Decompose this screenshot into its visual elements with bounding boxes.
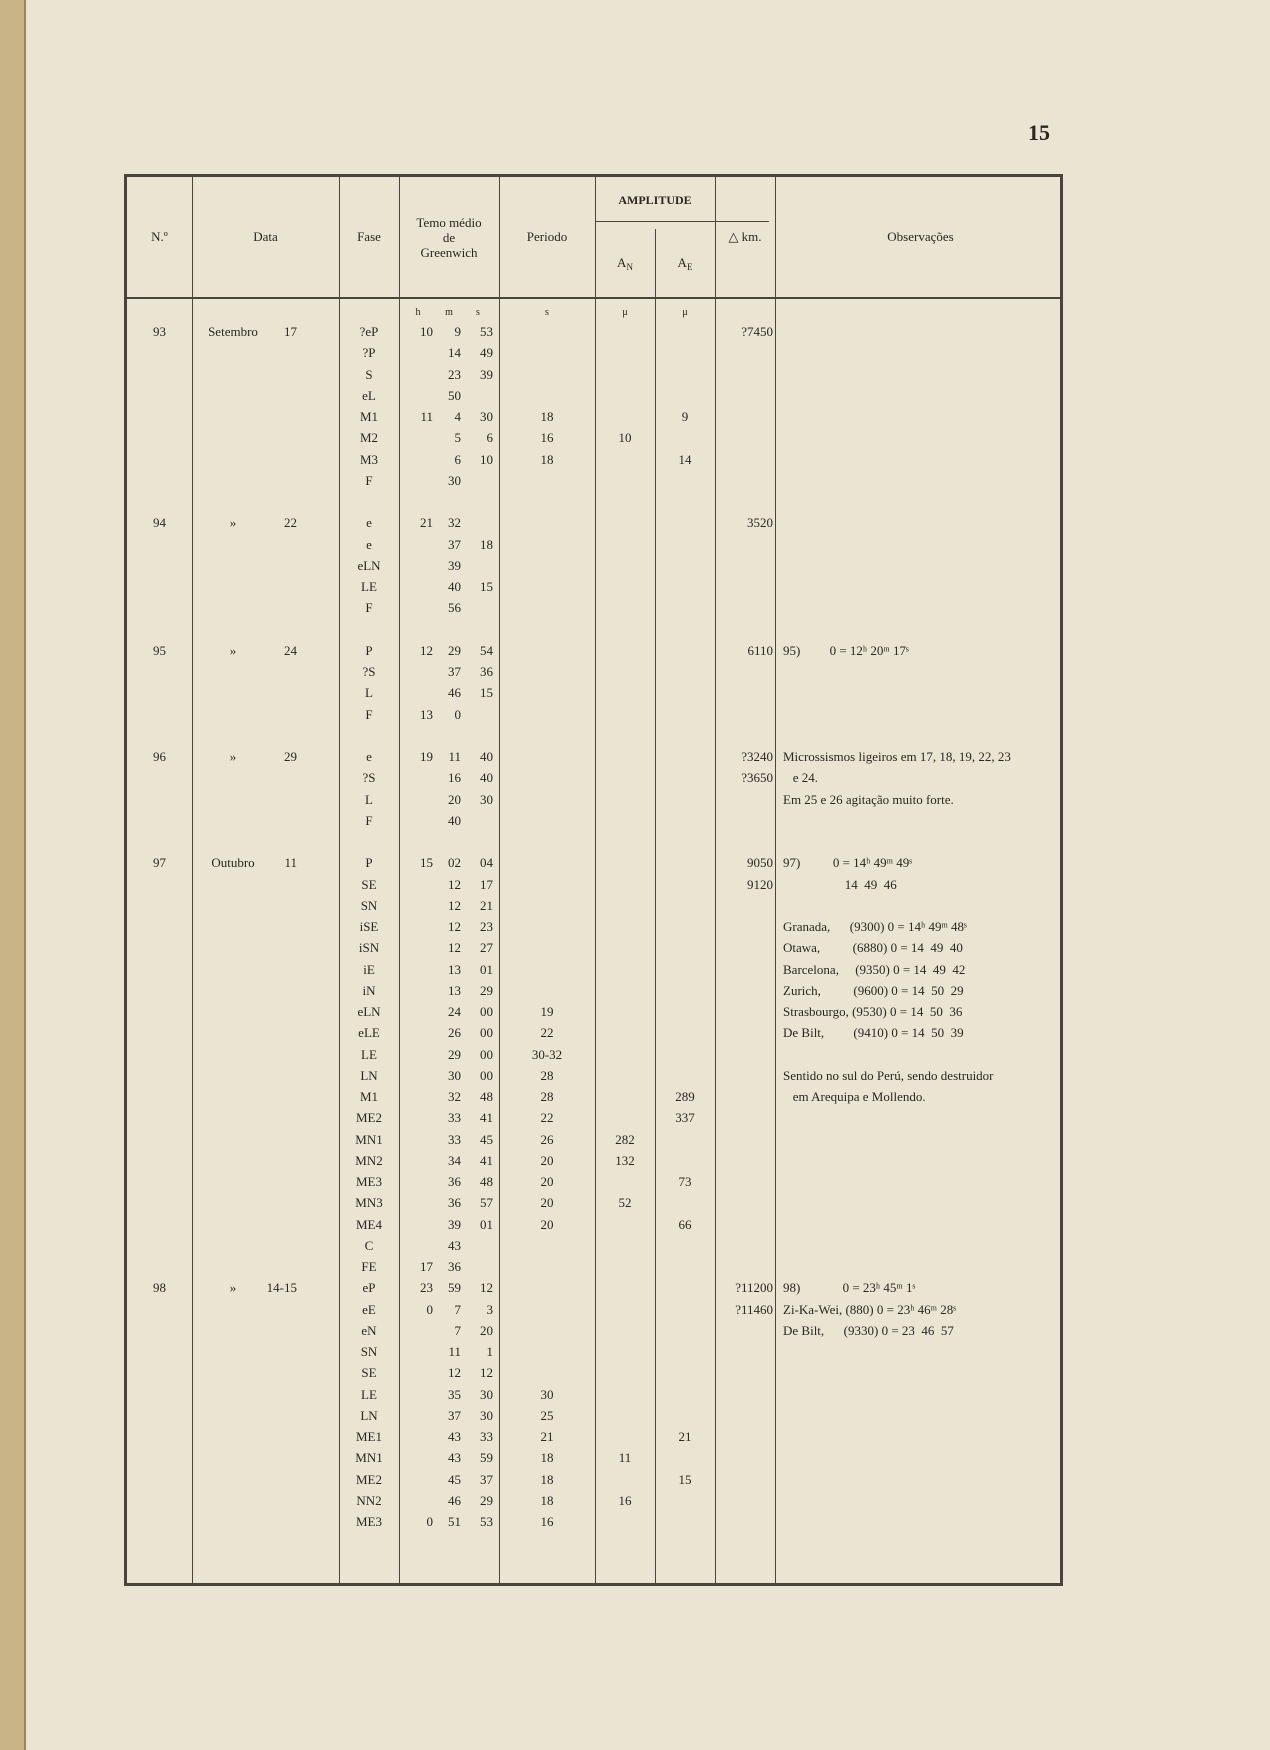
cell-m: 29 [448,642,461,658]
cell-p: 20 [540,1152,554,1168]
cell-m: 11 [448,749,461,764]
cell-ae: 15 [678,1471,692,1487]
cell-mes: » [229,749,237,764]
cell-f: MN1 [355,1131,383,1147]
cell-m: 12 [448,1365,461,1381]
cell-f: eL [362,387,376,403]
header-distance: △ km. [728,229,762,244]
cell-f: e [366,515,372,531]
cell-m: 39 [448,1216,461,1232]
cell-mes: » [229,515,237,531]
cell-m: 7 [454,1301,461,1317]
cell-p: 28 [540,1089,554,1104]
header-an: $A_N$ [617,255,633,272]
cell-h: 13 [420,706,433,722]
cell-f: SN [360,1344,378,1359]
cell-d: ?7450 [741,324,773,339]
observation-line: 98) 0 = 23ʰ 45ᵐ 1ˢ [783,1280,916,1296]
cell-mes: Setembro [208,324,258,339]
header-tempo: Temo médio de Greenwich [416,215,482,260]
cell-ae: 337 [675,1110,695,1126]
observation-line: Barcelona, (9350) 0 = 14 49 42 [783,961,966,977]
cell-m: 32 [448,515,461,531]
cell-s: 12 [480,1365,493,1381]
cell-ae: 289 [675,1089,695,1104]
cell-f: LN [360,1407,378,1423]
cell-dia: 17 [284,324,297,339]
cell-m: 23 [448,366,461,382]
cell-f: e [366,749,372,764]
unit-s: s [476,307,480,318]
cell-m: 51 [448,1514,461,1529]
seismic-table [124,174,1063,1586]
cell-m: 50 [448,387,461,403]
cell-s: 53 [480,324,493,339]
cell-f: eLE [358,1025,380,1041]
header-amplitude: AMPLITUDE [618,193,692,207]
cell-d: 3520 [747,515,773,531]
cell-f: SN [360,897,378,913]
cell-h: 10 [420,324,433,339]
cell-s: 00 [480,1046,493,1062]
cell-m: 56 [448,600,461,616]
unit-an: μ [622,307,628,318]
observation-line: Otawa, (6880) 0 = 14 49 40 [783,940,963,956]
cell-f: eLN [357,1004,381,1019]
cell-m: 6 [454,451,461,467]
cell-dia: 14-15 [266,1280,297,1296]
cell-s: 37 [480,1471,493,1487]
cell-n: 98 [153,1280,166,1296]
cell-s: 29 [480,1492,493,1508]
header-data: Data [253,229,278,244]
cell-f: SE [361,1365,377,1381]
cell-p: 18 [540,451,554,467]
cell-s: 1 [486,1344,493,1359]
cell-an: 11 [618,1450,632,1466]
cell-f: M2 [359,430,379,446]
cell-d: ?11460 [735,1301,773,1317]
cell-n: 97 [153,855,166,871]
cell-p: 19 [540,1004,554,1019]
cell-d: ?11200 [735,1280,773,1296]
cell-s: 45 [480,1131,493,1147]
cell-m: 02 [448,855,461,871]
cell-m: 9 [454,324,461,339]
cell-f: ?S [362,664,376,679]
cell-s: 3 [486,1301,493,1317]
cell-f: M3 [359,451,379,467]
observation-line: 97) 0 = 14ʰ 49ᵐ 49ˢ [783,855,912,871]
cell-d: ?3650 [741,770,773,786]
cell-s: 21 [480,897,493,913]
cell-s: 33 [480,1429,493,1444]
cell-m: 43 [448,1237,461,1253]
cell-dia: 29 [284,749,297,764]
cell-f: iE [363,961,375,977]
cell-s: 20 [480,1322,493,1338]
cell-f: SE [361,876,377,892]
cell-f: P [365,855,373,871]
cell-m: 46 [448,1492,461,1508]
cell-f: FE [361,1259,377,1274]
cell-mes: » [229,1280,237,1296]
header-fase: Fase [357,229,381,244]
cell-m: 11 [448,1344,461,1359]
cell-m: 26 [448,1025,461,1041]
cell-s: 10 [480,451,493,467]
cell-m: 40 [448,579,461,594]
cell-s: 57 [480,1195,493,1211]
cell-s: 48 [480,1089,493,1104]
cell-s: 29 [480,982,493,998]
cell-an: 16 [618,1492,632,1508]
cell-h: 12 [420,642,433,658]
cell-m: 16 [448,770,461,786]
cell-f: ME2 [356,1110,382,1126]
cell-p: 25 [540,1407,554,1423]
cell-f: ?P [362,345,376,361]
cell-dia: 24 [284,642,297,658]
cell-dia: 11 [284,855,297,871]
cell-s: 00 [480,1025,493,1041]
cell-f: LE [361,1386,377,1402]
cell-p: 16 [540,430,554,446]
cell-p: 18 [540,409,554,424]
cell-m: 59 [448,1280,461,1296]
cell-s: 59 [480,1450,493,1466]
cell-s: 00 [480,1067,493,1083]
cell-m: 36 [448,1195,461,1211]
cell-s: 18 [480,536,493,552]
cell-s: 54 [480,642,493,658]
cell-m: 12 [448,940,461,956]
cell-s: 27 [480,940,493,956]
cell-h: 17 [420,1259,433,1274]
cell-h: 11 [420,409,433,424]
cell-f: L [365,685,373,701]
observation-line: e 24. [783,770,819,786]
cell-f: MN3 [355,1195,383,1211]
cell-s: 39 [480,366,493,382]
cell-n: 95 [153,642,166,658]
cell-f: eP [362,1280,376,1296]
cell-s: 49 [480,345,493,361]
cell-s: 40 [480,770,493,786]
cell-f: iSN [358,940,380,956]
cell-f: M1 [359,409,379,424]
cell-m: 33 [448,1131,461,1147]
cell-h: 19 [420,749,433,764]
cell-d: ?3240 [741,749,773,764]
unit-ae: μ [682,307,688,318]
cell-m: 35 [448,1386,461,1402]
cell-f: e [366,536,372,552]
cell-f: LE [361,1046,377,1062]
cell-f: F [365,600,373,616]
cell-m: 39 [448,557,461,573]
cell-h: 23 [420,1280,433,1296]
cell-m: 37 [448,536,461,552]
cell-p: 20 [540,1216,554,1232]
observation-line: 14 49 46 [783,876,897,892]
cell-s: 41 [480,1152,493,1168]
cell-d: 6110 [747,642,773,658]
cell-m: 13 [448,961,461,977]
unit-m: m [445,307,453,318]
cell-h: 21 [420,515,433,531]
observation-line: Strasbourgo, (9530) 0 = 14 50 36 [783,1004,963,1019]
cell-s: 17 [480,876,493,892]
cell-f: ME3 [356,1174,382,1189]
cell-s: 01 [480,1216,493,1232]
observation-line: Em 25 e 26 agitação muito forte. [783,791,954,807]
unit-h: h [415,307,421,318]
cell-s: 41 [480,1110,493,1126]
cell-m: 29 [448,1046,461,1062]
cell-m: 24 [448,1004,461,1019]
cell-s: 12 [480,1280,493,1296]
cell-f: eLN [357,557,381,573]
observation-line: De Bilt, (9330) 0 = 23 46 57 [783,1322,954,1338]
cell-an: 132 [615,1152,635,1168]
cell-s: 53 [480,1514,493,1529]
observation-line: Granada, (9300) 0 = 14ʰ 49ᵐ 48ˢ [783,919,967,934]
observation-line: em Arequipa e Mollendo. [783,1089,926,1104]
cell-d: 9050 [747,855,773,871]
cell-m: 36 [448,1259,461,1274]
cell-s: 36 [480,664,493,679]
cell-m: 43 [448,1429,461,1444]
cell-n: 94 [153,515,166,531]
cell-s: 30 [480,409,493,424]
cell-f: L [365,791,373,807]
cell-m: 43 [448,1450,461,1466]
cell-ae: 9 [681,409,689,424]
observation-line: Sentido no sul do Perú, sendo destruidor [783,1067,994,1083]
cell-m: 34 [448,1152,461,1168]
cell-n: 96 [153,749,166,764]
cell-s: 6 [486,430,493,446]
cell-f: M1 [359,1089,379,1104]
cell-m: 30 [448,1067,461,1083]
cell-ae: 14 [678,451,692,467]
cell-h: 0 [426,1514,433,1529]
cell-m: 14 [448,345,461,361]
book-spine [0,0,26,1750]
unit-periodo: s [545,307,549,318]
cell-s: 00 [480,1004,493,1019]
cell-m: 46 [448,685,461,701]
cell-f: P [365,642,373,658]
cell-f: iSE [359,919,379,934]
cell-m: 36 [448,1174,461,1189]
cell-p: 30 [540,1386,554,1402]
cell-m: 33 [448,1110,461,1126]
cell-s: 15 [480,685,493,701]
cell-f: F [365,812,373,828]
header-observacoes: Observações [887,229,954,244]
cell-f: ME4 [356,1216,382,1232]
cell-m: 37 [448,1407,461,1423]
cell-f: ME3 [356,1514,382,1529]
cell-f: F [365,472,373,488]
cell-f: C [364,1237,374,1253]
cell-m: 7 [454,1322,461,1338]
cell-p: 20 [540,1195,554,1211]
observation-line: Zi-Ka-Wei, (880) 0 = 23ʰ 46ᵐ 28ˢ [783,1301,957,1317]
cell-f: iN [362,982,376,998]
cell-ae: 73 [678,1174,692,1189]
cell-s: 04 [480,855,493,871]
cell-f: MN2 [355,1152,383,1168]
cell-m: 40 [448,812,461,828]
cell-f: ME2 [356,1471,382,1487]
cell-f: LE [361,579,377,594]
cell-ae: 21 [678,1429,692,1444]
cell-mes: Outubro [211,855,255,871]
cell-f: S [365,366,373,382]
cell-h: 15 [420,855,433,871]
cell-p: 18 [540,1450,554,1466]
cell-f: ?S [362,770,376,786]
cell-m: 12 [448,876,461,892]
cell-mes: » [229,642,237,658]
cell-m: 37 [448,664,461,679]
cell-f: NN2 [356,1492,382,1508]
cell-f: eE [362,1301,376,1317]
observation-line: 95) 0 = 12ʰ 20ᵐ 17ˢ [783,642,909,658]
cell-m: 30 [448,472,461,488]
cell-n: 93 [153,324,166,339]
cell-dia: 22 [284,515,297,531]
cell-p: 30-32 [531,1046,563,1062]
cell-f: F [365,706,373,722]
cell-s: 48 [480,1174,493,1189]
cell-f: MN1 [355,1450,383,1466]
observation-line: Zurich, (9600) 0 = 14 50 29 [783,982,964,998]
header-periodo: Periodo [526,229,568,244]
page-number: 15 [1028,120,1050,145]
cell-p: 16 [540,1514,554,1529]
cell-p: 20 [540,1174,554,1189]
cell-m: 45 [448,1471,461,1487]
cell-m: 12 [448,897,461,913]
cell-s: 30 [480,1386,493,1402]
cell-s: 01 [480,961,493,977]
cell-m: 0 [454,706,461,722]
cell-s: 15 [480,579,493,594]
cell-m: 20 [448,791,461,807]
cell-f: LN [360,1067,378,1083]
cell-p: 22 [540,1025,554,1041]
header-ae: $A_E$ [677,255,693,272]
cell-f: eN [361,1322,377,1338]
observation-line: Microssismos ligeiros em 17, 18, 19, 22, 23 [783,749,1011,764]
header-no: N.º [151,229,168,244]
cell-p: 18 [540,1492,554,1508]
cell-s: 30 [480,791,493,807]
cell-an: 10 [618,430,632,446]
cell-s: 40 [480,749,493,764]
cell-p: 26 [540,1131,554,1147]
cell-s: 23 [480,919,493,934]
cell-m: 13 [448,982,461,998]
cell-f: ME1 [356,1429,382,1444]
cell-m: 32 [448,1089,461,1104]
cell-an: 52 [618,1195,632,1211]
cell-f: ?eP [359,324,379,339]
cell-m: 4 [454,409,461,424]
cell-m: 12 [448,919,461,934]
cell-p: 28 [540,1067,554,1083]
cell-d: 9120 [747,876,773,892]
observation-line: De Bilt, (9410) 0 = 14 50 39 [783,1025,964,1041]
cell-m: 5 [454,430,461,446]
cell-p: 18 [540,1471,554,1487]
cell-p: 21 [540,1429,554,1444]
cell-s: 30 [480,1407,493,1423]
cell-p: 22 [540,1110,554,1126]
cell-h: 0 [426,1301,433,1317]
cell-ae: 66 [678,1216,692,1232]
cell-an: 282 [615,1131,635,1147]
